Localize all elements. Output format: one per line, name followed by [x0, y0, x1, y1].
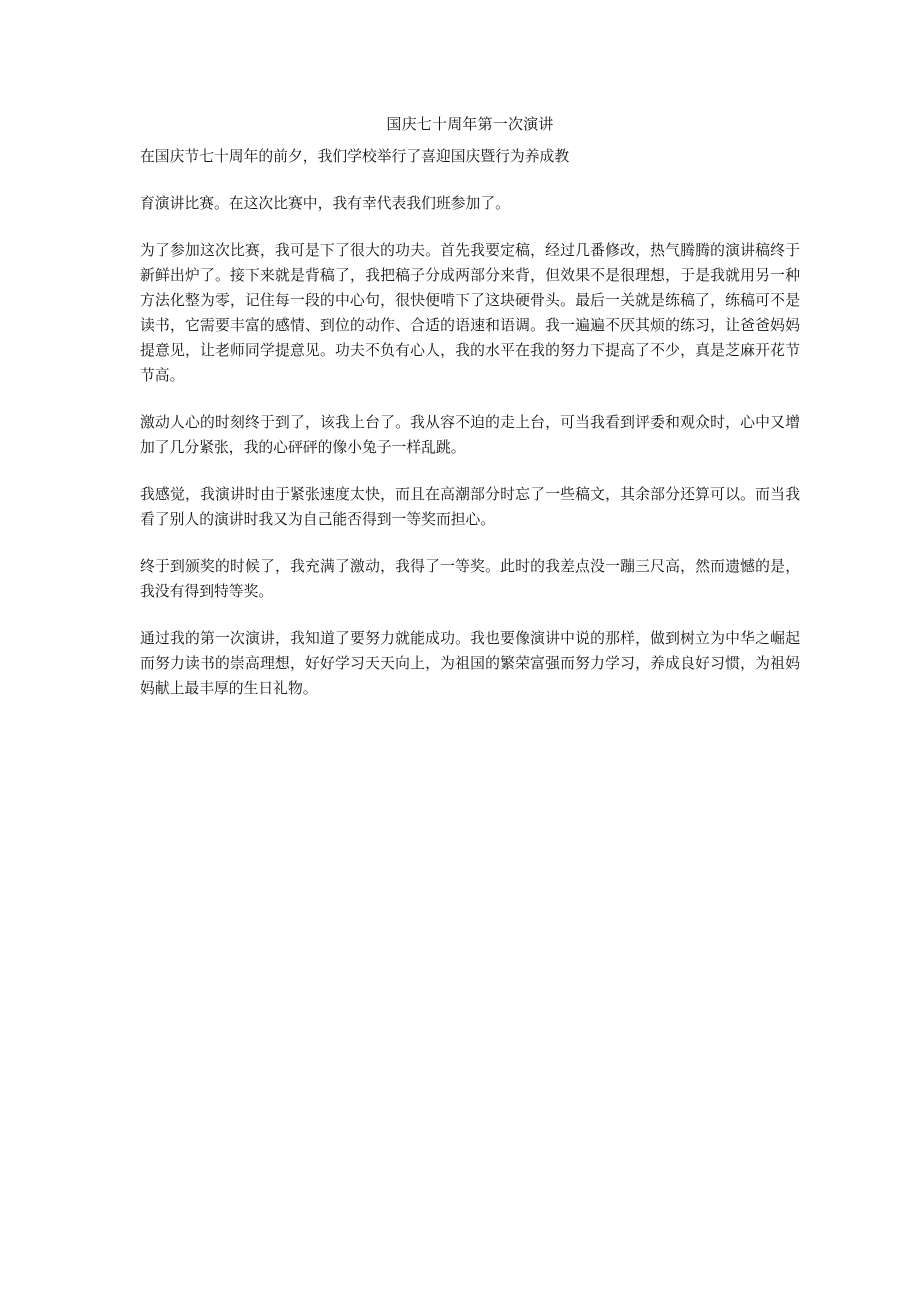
paragraph-gap [140, 388, 800, 410]
paragraph-5: 我感觉，我演讲时由于紧张速度太快，而且在高潮部分时忘了一些稿文，其余部分还算可以。而当我看了别人的演讲时我又为自己能否得到一等奖而担心。 [140, 486, 800, 528]
paragraph-1: 在国庆节七十周年的前夕，我们学校举行了喜迎国庆暨行为养成教 [140, 148, 570, 165]
paragraph-3: 为了参加这次比赛，我可是下了很大的功夫。首先我要定稿，经过几番修改，热气腾腾的演讲稿终于新鲜出炉了。接下来就是背稿了，我把稿子分成两部分来背，但效果不是很理想，于是我就用另一种方法化整为零，记住每一段的中心句，很快便啃下了这块硬骨头。最后一关就是练稿了，练稿可不是读书，它需要丰富的感情、到位的动作、合适的语速和语调。我一遍遍不厌其烦的练习，让爸爸妈妈提意见，让老师同学提意见。功夫不负有心人，我的水平在我的努力下提高了不少，真是芝麻开花节节高。 [140, 242, 800, 384]
document-body [140, 112, 800, 701]
paragraph-gap [140, 532, 800, 554]
paragraph-6: 终于到颁奖的时候了，我充满了激动，我得了一等奖。此时的我差点没一蹦三尺高，然而遗憾的是，我没有得到特等奖。 [140, 558, 800, 600]
paragraph-gap [140, 216, 800, 238]
paragraph-7: 通过我的第一次演讲，我知道了要努力就能成功。我也要像演讲中说的那样，做到树立为中华之崛起而努力读书的崇高理想，好好学习天天向上，为祖国的繁荣富强而努力学习，养成良好习惯，为祖妈妈献上最丰厚的生日礼物。 [140, 630, 800, 697]
paragraph-gap [140, 604, 800, 626]
paragraph-4: 激动人心的时刻终于到了，该我上台了。我从容不迫的走上台，可当我看到评委和观众时，心中又增加了几分紧张，我的心砰砰的像小兔子一样乱跳。 [140, 414, 800, 456]
paragraph-2: 育演讲比赛。在这次比赛中，我有幸代表我们班参加了。 [140, 195, 510, 212]
document-title: 国庆七十周年第一次演讲 [386, 115, 554, 133]
paragraph-gap [140, 169, 800, 191]
paragraph-gap [140, 460, 800, 482]
